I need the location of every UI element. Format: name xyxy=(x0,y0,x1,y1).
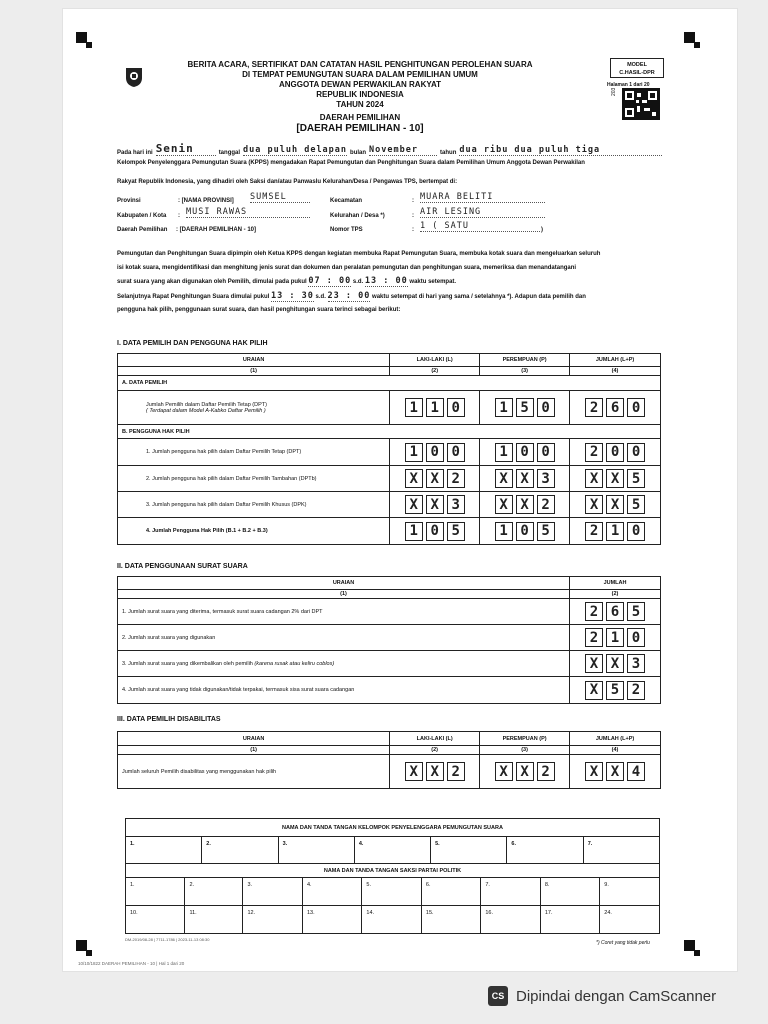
table-row xyxy=(118,677,661,704)
kpps-signature-row xyxy=(126,837,660,864)
table-cell: 2. Jumlah pengguna hak pilih dalam Daftar Pemilih Tambahan (DPTb) xyxy=(118,466,390,492)
table-cell xyxy=(570,439,661,466)
digit-box: X xyxy=(426,469,444,488)
table-cell: 6. xyxy=(421,878,480,906)
digit-box: 2 xyxy=(627,681,645,700)
digit-box: 2 xyxy=(585,602,603,621)
digit-box: 0 xyxy=(447,398,465,417)
digit-box: 0 xyxy=(627,628,645,647)
table-cell: A. DATA PEMILIH xyxy=(118,376,661,391)
table-cell xyxy=(570,755,661,789)
provinsi-label: Provinsi xyxy=(117,198,141,204)
table-cell: (2) xyxy=(390,746,480,755)
digit-box: 2 xyxy=(585,443,603,462)
start-time-2: 13 : 30 xyxy=(271,290,314,301)
digit-box: 1 xyxy=(426,398,444,417)
footer-code: DM-2019/08-28 | 7711-1786 | 2023-11-13 08:30 xyxy=(125,937,210,942)
table-cell xyxy=(570,625,661,651)
table-cell: 15. xyxy=(421,906,480,934)
provinsi-value: SUMSEL xyxy=(250,192,310,203)
dapil-title: [DAERAH PEMILIHAN - 10] xyxy=(296,123,424,134)
saksi-signature-row xyxy=(126,878,660,906)
table-row xyxy=(118,492,661,518)
digit-box: X xyxy=(585,762,603,781)
section-2-title: II. DATA PENGGUNAAN SURAT SUARA xyxy=(117,563,248,570)
table-cell: 3. Jumlah pengguna hak pilih dalam Daftar Pemilih Khusus (DPK) xyxy=(118,492,390,518)
table-cell: URAIAN xyxy=(118,577,570,590)
table-cell xyxy=(570,492,661,518)
tanggal-value: dua puluh delapan xyxy=(243,145,348,155)
digit-box: X xyxy=(405,495,423,514)
table-cell: (1) xyxy=(118,746,390,755)
table-cell: 9. xyxy=(600,878,660,906)
digit-box: 1 xyxy=(495,398,513,417)
table-cell: PEREMPUAN (P) xyxy=(480,354,570,367)
table-cell xyxy=(480,755,570,789)
table-cell: 4. Jumlah surat suara yang tidak digunakan/tidak terpakai, termasuk sisa surat suara cadangan xyxy=(118,677,570,704)
table-cell: 8. xyxy=(540,878,599,906)
tps-close: ) xyxy=(541,227,543,233)
table-cell xyxy=(480,466,570,492)
table-cell xyxy=(390,466,480,492)
opening-line: Pada hari ini Senin tanggal dua puluh delapan bulan November tahun dua ribu dua puluh tiga xyxy=(117,140,662,156)
table-row xyxy=(118,518,661,545)
registration-mark-bottom-right xyxy=(684,940,695,951)
table-cell xyxy=(390,755,480,789)
table-cell: 10. xyxy=(126,906,185,934)
table-cell: NAMA DAN TANDA TANGAN SAKSI PARTAI POLITIK xyxy=(126,864,660,878)
table-cell xyxy=(390,391,480,425)
table-cell xyxy=(480,518,570,545)
tahun-value: dua ribu dua puluh tiga xyxy=(459,145,662,156)
digit-box: 6 xyxy=(606,602,624,621)
digit-box: 5 xyxy=(627,469,645,488)
section-1-table xyxy=(117,353,661,545)
table-cell: 14. xyxy=(362,906,421,934)
digit-box: 1 xyxy=(405,398,423,417)
table-row xyxy=(118,599,661,625)
table-cell: 4. Jumlah Pengguna Hak Pilih (B.1 + B.2 + B.3) xyxy=(118,518,390,545)
digit-box: 2 xyxy=(447,762,465,781)
kabupaten-label: Kabupaten / Kota xyxy=(117,213,167,219)
table-cell: NAMA DAN TANDA TANGAN KELOMPOK PENYELENGGARA PEMUNGUTAN SUARA xyxy=(126,819,660,837)
table-cell: 3. Jumlah surat suara yang dikembalikan oleh pemilih (karena rusak atau keliru coblos) xyxy=(118,651,570,677)
table-cell: 5. xyxy=(362,878,421,906)
model-box: MODEL C.HASIL-DPR xyxy=(610,58,664,78)
digit-box: 6 xyxy=(606,398,624,417)
digit-box: X xyxy=(516,495,534,514)
digit-box: 2 xyxy=(585,398,603,417)
table-cell xyxy=(390,439,480,466)
table-cell: 7. xyxy=(481,878,540,906)
digit-box: 0 xyxy=(426,522,444,541)
digit-box: X xyxy=(426,762,444,781)
vertical-code: 203 xyxy=(611,87,617,96)
digit-box: X xyxy=(405,469,423,488)
table-cell xyxy=(480,492,570,518)
table-cell: 12. xyxy=(243,906,302,934)
table-cell: JUMLAH (L+P) xyxy=(570,732,661,746)
table-cell: (2) xyxy=(570,590,661,599)
camscanner-text: Dipindai dengan CamScanner xyxy=(516,987,717,1005)
digit-box: 1 xyxy=(495,443,513,462)
table-row xyxy=(118,651,661,677)
digit-box: X xyxy=(606,495,624,514)
table-cell: (4) xyxy=(570,746,661,755)
end-time-1: 13 : 00 xyxy=(364,276,408,286)
camscanner-watermark xyxy=(488,986,716,1006)
table-cell: URAIAN xyxy=(118,354,390,367)
digit-box: 5 xyxy=(537,522,555,541)
hari-value: Senin xyxy=(156,142,216,156)
digit-box: 0 xyxy=(627,398,645,417)
digit-box: X xyxy=(585,495,603,514)
kpu-logo xyxy=(124,66,144,88)
digit-box: X xyxy=(606,762,624,781)
signature-table xyxy=(125,818,660,934)
digit-box: 0 xyxy=(516,443,534,462)
camscanner-logo-icon: CS xyxy=(488,986,508,1006)
table-row xyxy=(118,439,661,466)
dapil-label: Daerah Pemilihan xyxy=(117,227,168,233)
digit-box: 2 xyxy=(585,522,603,541)
digit-box: X xyxy=(606,654,624,673)
digit-box: X xyxy=(495,495,513,514)
header-title: BERITA ACARA, SERTIFIKAT DAN CATATAN HASIL PENGHITUNGAN PEROLEHAN SUARA DI TEMPAT PEMUNGUTAN SUARA DALAM PEMILIHAN UMUM ANGGOTA DEWAN PERWAKILAN RAKYAT REPUBLIK INDONESIA TAHUN 2024 DAERAH PEMILIHAN [DAERAH PEMILIHAN - 10] xyxy=(150,60,570,135)
table-cell: Jumlah Pemilih dalam Daftar Pemilih Tetap (DPT) ( Terdapat dalam Model A-Kabko Daftar Pemilih ) xyxy=(118,391,390,425)
footer-left: 10/10/1822 DAERAH PEMILIHAN - 10 | Hal 1 dari 20 xyxy=(78,961,185,966)
digit-box: X xyxy=(516,762,534,781)
digit-box: 0 xyxy=(537,443,555,462)
dapil-value: : [DAERAH PEMILIHAN - 10] xyxy=(176,227,257,233)
digit-box: X xyxy=(405,762,423,781)
table-cell: 13. xyxy=(302,906,361,934)
digit-box: 5 xyxy=(627,495,645,514)
digit-box: X xyxy=(495,469,513,488)
digit-box: 0 xyxy=(537,398,555,417)
table-cell: (3) xyxy=(480,746,570,755)
digit-box: 1 xyxy=(405,522,423,541)
table-cell: LAKI-LAKI (L) xyxy=(390,354,480,367)
table-cell xyxy=(570,391,661,425)
digit-box: 0 xyxy=(447,443,465,462)
digit-box: X xyxy=(585,681,603,700)
table-cell xyxy=(570,651,661,677)
kelurahan-value: AIR LESING xyxy=(420,207,545,218)
table-cell xyxy=(480,391,570,425)
table-cell xyxy=(390,518,480,545)
opening-paragraph: Kelompok Penyelenggara Pemungutan Suara (KPPS) mengadakan Rapat Pemungutan dan Penghitungan Suara dalam Pemilihan Umum Anggota Dewan Perwakilan Rakyat Republik Indonesia, yang dihadiri oleh Saksi dan/atau Panwaslu Kelurahan/Desa / Pengawas TPS, bertempat di: xyxy=(117,160,585,185)
digit-box: 1 xyxy=(495,522,513,541)
table-cell xyxy=(570,599,661,625)
digit-box: 0 xyxy=(606,443,624,462)
table-cell: 16. xyxy=(481,906,540,934)
table-cell: JUMLAH (L+P) xyxy=(570,354,661,367)
table-cell: JUMLAH xyxy=(570,577,661,590)
digit-box: 3 xyxy=(447,495,465,514)
digit-box: X xyxy=(585,654,603,673)
section-3-table xyxy=(117,731,661,789)
table-cell: 4. xyxy=(302,878,361,906)
digit-box: 0 xyxy=(516,522,534,541)
digit-box: 1 xyxy=(405,443,423,462)
digit-box: 3 xyxy=(537,469,555,488)
table-cell xyxy=(480,439,570,466)
table-row xyxy=(118,466,661,492)
digit-box: X xyxy=(495,762,513,781)
digit-box: 5 xyxy=(516,398,534,417)
table-cell: (1) xyxy=(118,590,570,599)
digit-box: 5 xyxy=(606,681,624,700)
digit-box: 2 xyxy=(537,495,555,514)
bulan-value: November xyxy=(369,145,437,156)
digit-box: 0 xyxy=(627,443,645,462)
kabupaten-value: MUSI RAWAS xyxy=(186,207,310,218)
kelurahan-label: Kelurahan / Desa *) xyxy=(330,213,385,219)
provinsi-prefix: : [NAMA PROVINSI] xyxy=(178,198,234,204)
table-cell: 2. Jumlah surat suara yang digunakan xyxy=(118,625,570,651)
section-1-title: I. DATA PEMILIH DAN PENGGUNA HAK PILIH xyxy=(117,340,268,347)
table-cell: PEREMPUAN (P) xyxy=(480,732,570,746)
table-cell: 1. xyxy=(126,878,185,906)
table-cell xyxy=(570,466,661,492)
table-cell: URAIAN xyxy=(118,732,390,746)
table-cell: 24. xyxy=(600,906,660,934)
digit-box: 2 xyxy=(447,469,465,488)
table-cell xyxy=(570,677,661,704)
table-cell: B. PENGGUNA HAK PILIH xyxy=(118,425,661,439)
procedure-paragraph: Pemungutan dan Penghitungan Suara dipimpin oleh Ketua KPPS dengan kegiatan membuka Rapat Pemungutan Suara, membuka kotak suara dan mengeluarkan seluruh isi kotak suara, mengidentifikasi dan menghitung jenis surat dan dokumen dan peralatan pemungutan dan penghitungan suara, memeriksa dan menandatangani surat suara yang akan digunakan oleh Pemilih, dimulai pada pukul 07 : 00 s.d. 13 : 00 waktu setempat. Selanjutnya Rapat Penghitungan Suara dimulai pukul 13 : 30 s.d. 23 : 00 waktu setempat di hari yang sama / setelahnya *). Adapun data pemilih dan pengguna hak pilih, penggunaan surat suara, dan hasil penghitungan suara terinci sebagai berikut: xyxy=(117,251,601,313)
saksi-signature-row xyxy=(126,906,660,934)
table-cell xyxy=(390,492,480,518)
kecamatan-label: Kecamatan xyxy=(330,198,363,204)
table-row xyxy=(118,391,661,425)
digit-box: 2 xyxy=(585,628,603,647)
tps-value: 1 ( SATU xyxy=(420,221,540,232)
digit-box: 1 xyxy=(606,628,624,647)
table-cell: 2. xyxy=(185,878,243,906)
digit-box: 5 xyxy=(447,522,465,541)
registration-mark-bottom-left xyxy=(76,940,87,951)
table-cell: 11. xyxy=(185,906,243,934)
digit-box: 5 xyxy=(627,602,645,621)
tps-label: Nomor TPS xyxy=(330,227,363,233)
table-cell xyxy=(570,518,661,545)
registration-mark-top-right xyxy=(684,32,695,43)
registration-mark-top-left xyxy=(76,32,87,43)
table-cell: (3) xyxy=(480,367,570,376)
footnote: *) Coret yang tidak perlu xyxy=(596,940,650,946)
digit-box: X xyxy=(585,469,603,488)
table-cell: LAKI-LAKI (L) xyxy=(390,732,480,746)
digit-box: 3 xyxy=(627,654,645,673)
table-cell: 1. Jumlah pengguna hak pilih dalam Daftar Pemilih Tetap (DPT) xyxy=(118,439,390,466)
digit-box: 2 xyxy=(537,762,555,781)
digit-box: 1 xyxy=(606,522,624,541)
digit-box: 0 xyxy=(627,522,645,541)
table-cell: (4) xyxy=(570,367,661,376)
qr-code xyxy=(622,88,660,120)
table-cell: 17. xyxy=(540,906,599,934)
table-row xyxy=(118,755,661,789)
kecamatan-value: MUARA BELITI xyxy=(420,192,545,203)
table-cell: Jumlah seluruh Pemilih disabilitas yang menggunakan hak pilih xyxy=(118,755,390,789)
table-cell: (2) xyxy=(390,367,480,376)
section-3-title: III. DATA PEMILIH DISABILITAS xyxy=(117,716,221,723)
table-cell: 3. xyxy=(243,878,302,906)
table-row xyxy=(118,625,661,651)
table-cell: (1) xyxy=(118,367,390,376)
end-time-2: 23 : 00 xyxy=(327,290,371,301)
page-counter: Halaman 1 dari 20 xyxy=(607,82,650,88)
digit-box: X xyxy=(606,469,624,488)
digit-box: 0 xyxy=(426,443,444,462)
section-2-table xyxy=(117,576,661,704)
table-cell: 1. Jumlah surat suara yang diterima, termasuk surat suara cadangan 2% dari DPT xyxy=(118,599,570,625)
digit-box: 4 xyxy=(627,762,645,781)
digit-box: X xyxy=(426,495,444,514)
start-time-1: 07 : 00 xyxy=(308,276,352,286)
digit-box: X xyxy=(516,469,534,488)
table-cell: 1. 2. 3. 4. 5. 6. 7. xyxy=(126,837,660,864)
